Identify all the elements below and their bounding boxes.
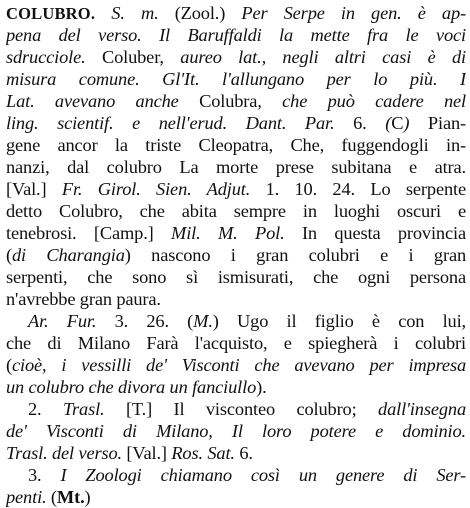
quotation-text: che di Milano Farà l'acquisto, e spiegherà i colubri [6,333,466,353]
quotation-text: n'avrebbe gran paura. [6,289,161,309]
quotation-text: [T.] Il visconteo colubro; [125,399,379,419]
entry-line-13 [6,266,466,288]
quotation-text: gene ancor la triste Cleopatra, Che, fuggendogli in- [6,135,466,155]
entry-line-21 [6,442,466,464]
citation-marker: C [391,113,404,133]
definition-text: Lat. avevano anche [6,91,200,111]
definition-text: sdrucciole. [6,47,102,67]
author-marker: Mt. [56,487,85,507]
entry-line-22 [6,464,466,486]
entry-line-2 [6,24,466,46]
quotation-text: Pian- [409,113,466,133]
citation-marker: M. [193,311,213,331]
definition-text: Per Serpe in gen. è ap- [225,3,466,23]
paren: ) [403,113,410,133]
entry-line-23 [6,486,466,508]
domain-label: (Zool.) [174,3,226,23]
definition-text: aureo lat., negli altri casi è di [180,47,466,67]
sense-label: Trasl. del verso. [6,443,127,463]
quotation-text: In questa provincia [301,223,466,243]
latin-word: Colubra [199,91,258,111]
latin-word: Coluber, [101,47,181,67]
sense-label: Trasl. [62,399,126,419]
entry-line-20 [6,420,466,442]
paren: ( [6,355,12,375]
definition-text: I Zoologi chiamano così un genere di Ser- [60,465,466,485]
entry-line-11 [6,222,466,244]
citation-marker: [Val.] [6,179,62,199]
entry-line-7 [6,134,466,156]
definition-text: de' Visconti di Milano, Il loro potere e dominio. [6,421,466,441]
citation-source: Mil. M. Pol. [171,223,302,243]
citation-source: Fr. Girol. Sien. Adjut. [61,179,266,199]
citation-source: ling. scientif. e nell'erud. Dant. Par. [6,113,354,133]
entry-line-10 [6,200,466,222]
quotation-text: nanzi, dal colubro La morte prese subitana e atra. [6,157,466,177]
paren: ). [256,377,267,397]
entry-line-15 [6,310,466,332]
grammar-label: S. m. [95,3,175,23]
sense-number: 3. [28,465,61,485]
quotation-text: ) nascono i gran colubri e i gran [124,245,466,265]
headword: COLUBRO. [6,4,96,23]
paren: ( [50,487,57,507]
entry-line-16 [6,332,466,354]
quotation-text: tenebrosi. [Camp.] [6,223,172,243]
quotation-text: detto Colubro, che abita sempre in luoghi oscuri e [6,201,466,221]
citation-number: 3. 26. ( [114,311,194,331]
citation-number: 6. [239,443,253,463]
entry-line-3 [6,46,466,68]
dictionary-entry [6,2,466,508]
entry-line-12 [6,244,466,266]
gloss-text: di Charangia [11,245,125,265]
entry-line-6 [6,112,466,134]
entry-line-4 [6,68,466,90]
definition-text: penti. [6,487,51,507]
citation-source: Ros. Sat. [171,443,240,463]
gloss-text: un colubro che divora un fanciullo [6,377,257,397]
entry-line-14 [6,288,466,310]
paren: ( [385,113,392,133]
definition-text: dall'insegna [378,399,466,419]
definition-text: , che può cadere nel [257,91,466,111]
sense-number: 2. [28,399,63,419]
definition-text: pena del verso. Il Baruffaldi la mette fra le voci [6,25,466,45]
paren: ( [6,245,12,265]
entry-line-5 [6,90,466,112]
entry-line-17 [6,354,466,376]
entry-line-19 [6,398,466,420]
quotation-text: serpenti, che sono sì ismisurati, che ogni persona [6,267,466,287]
entry-line-1 [6,2,466,24]
entry-line-9 [6,178,466,200]
paren: ) [84,487,91,507]
entry-line-8 [6,156,466,178]
entry-line-18 [6,376,466,398]
citation-number: 6. [353,113,386,133]
quotation-text: 1. 10. 24. Lo serpente [265,179,466,199]
citation-source: Ar. Fur. [28,311,115,331]
definition-text: misura comune. Gl'It. l'allungano per lo più. I [6,69,466,89]
quotation-text: ) Ugo il figlio è con lui, [212,311,466,331]
citation-marker: [Val.] [126,443,172,463]
gloss-text: cioè, i vessilli de' Visconti che avevano per impresa [11,355,466,375]
